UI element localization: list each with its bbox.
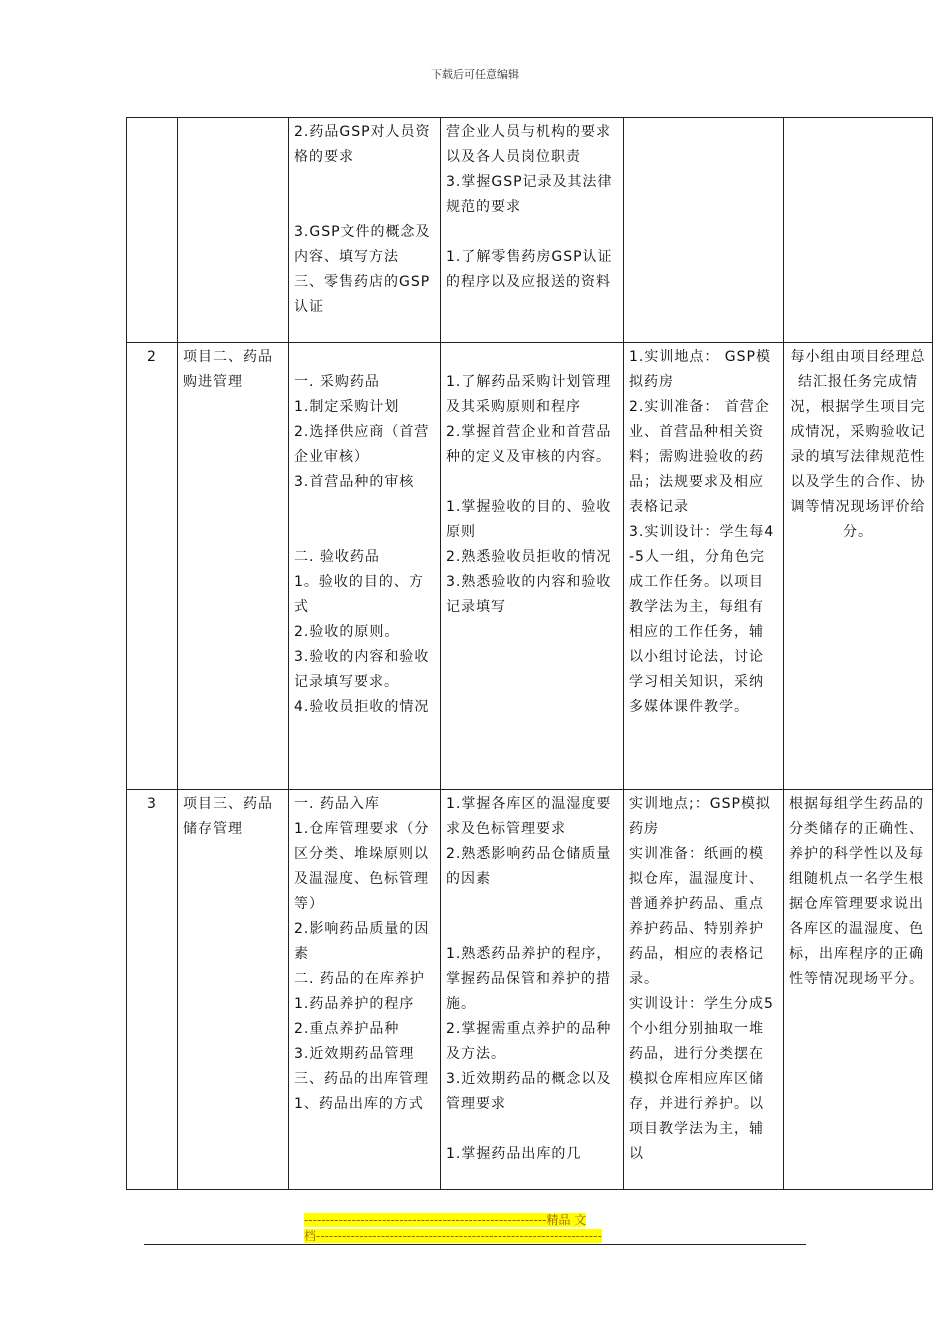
content-line: 2.药品GSP对人员资格的要求: [294, 124, 431, 165]
goal-line: 1.熟悉药品养护的程序，掌握药品保管和养护的措施。: [446, 946, 612, 1012]
goal-line: 2.熟悉验收员拒收的情况: [446, 549, 612, 565]
content-line: [294, 520, 435, 545]
training-cell: [624, 118, 784, 343]
content-line: [294, 170, 435, 195]
content-line: 3.首营品种的审核: [294, 474, 415, 490]
goal-line: 3.掌握GSP记录及其法律规范的要求: [446, 174, 613, 215]
content-cell: [289, 343, 441, 790]
content-line: 二. 药品的在库养护: [294, 971, 425, 987]
table-row: [127, 118, 933, 343]
content-line: 2.验收的原则。: [294, 624, 400, 640]
content-line: 4.验收员拒收的情况: [294, 699, 430, 715]
content-line: [294, 195, 435, 220]
content-line: 2.影响药品质量的因素: [294, 921, 430, 962]
content-line: 1、药品出库的方式: [294, 1096, 424, 1112]
row-number-cell: 3: [127, 790, 178, 1190]
table-row: [127, 343, 933, 790]
goal-line: [446, 345, 618, 370]
goal-line: 营企业人员与机构的要求以及各人员岗位职责: [446, 124, 611, 165]
goal-line: [446, 917, 618, 942]
content-line: 3.近效期药品管理: [294, 1046, 415, 1062]
goal-line: 1.掌握药品出库的几: [446, 1146, 582, 1162]
goal-line: [446, 892, 618, 917]
content-line: [294, 345, 435, 370]
content-cell: [289, 790, 441, 1190]
content-line: 1.药品养护的程序: [294, 996, 415, 1012]
footer-divider: [144, 1244, 806, 1245]
project-cell: [178, 118, 289, 343]
training-line: 实训地点;：GSP模拟药房: [629, 796, 771, 837]
content-line: [294, 495, 435, 520]
content-line: 3.验收的内容和验收记录填写要求。: [294, 649, 430, 690]
goal-line: 3.熟悉验收的内容和验收记录填写: [446, 574, 612, 615]
training-cell: [624, 790, 784, 1190]
footer-line: --------------------------------------------------------精品 文: [304, 1213, 587, 1227]
content-line: 二. 验收药品: [294, 549, 380, 565]
row-number-cell: [127, 118, 178, 343]
content-line: 一. 采购药品: [294, 374, 380, 390]
training-line: 实训准备：纸画的模拟仓库，温湿度计、普通养护药品、重点养护药品、特别养护药品，相应的表格记录。: [629, 846, 764, 987]
footer-watermark: [304, 1212, 648, 1244]
content-cell: [289, 118, 441, 343]
goal-line: 1.掌握各库区的温湿度要求及色标管理要求: [446, 796, 612, 837]
content-line: 1。验收的目的、方式: [294, 574, 424, 615]
goal-line: 2.掌握首营企业和首营品种的定义及审核的内容。: [446, 424, 612, 465]
goal-line: 1.了解药品采购计划管理及其采购原则和程序: [446, 374, 612, 415]
content-line: 1.制定采购计划: [294, 399, 400, 415]
content-line: 三、药品的出库管理: [294, 1071, 429, 1087]
goals-cell: [441, 343, 624, 790]
project-cell: 项目二、药品购进管理: [178, 343, 289, 790]
goals-cell: [441, 118, 624, 343]
content-line: 2.重点养护品种: [294, 1021, 400, 1037]
evaluation-cell: 每小组由项目经理总结汇报任务完成情况，根据学生项目完成情况，采购验收记录的填写法律规范性以及学生的合作、协调等情况现场评价给分。: [784, 343, 933, 790]
goal-line: 2.掌握需重点养护的品种及方法。: [446, 1021, 612, 1062]
goal-line: 2.熟悉影响药品仓储质量的因素: [446, 846, 612, 887]
table-row: [127, 790, 933, 1190]
training-line: 实训设计：学生分成5个小组分别抽取一堆药品，进行分类摆在模拟仓库相应库区储存，并进行养护。以项目教学法为主，辅以: [629, 996, 774, 1162]
goal-line: [446, 1117, 618, 1142]
content-line: 3.GSP文件的概念及内容、填写方法: [294, 224, 431, 265]
project-cell: 项目三、药品储存管理: [178, 790, 289, 1190]
training-line: 2.实训准备： 首营企业、首营品种相关资料；需购进验收的药品；法规要求及相应表格记录: [629, 399, 770, 515]
content-line: 2.选择供应商（首营企业审核）: [294, 424, 430, 465]
goal-line: 1.了解零售药房GSP认证的程序以及应报送的资料: [446, 249, 613, 290]
training-line: [629, 120, 778, 145]
content-line: 三、零售药店的GSP认证: [294, 274, 431, 315]
goal-line: 1.掌握验收的目的、验收原则: [446, 499, 612, 540]
goal-line: [446, 220, 618, 245]
training-cell: [624, 343, 784, 790]
footer-line: 档------------------------------------------------------------------: [304, 1229, 602, 1243]
training-line: 1.实训地点： GSP模拟药房: [629, 349, 771, 390]
content-line: 1.仓库管理要求（分区分类、堆垛原则以及温湿度、色标管理等）: [294, 821, 430, 912]
goal-line: [446, 470, 618, 495]
row-number-cell: 2: [127, 343, 178, 790]
goal-line: 3.近效期药品的概念以及管理要求: [446, 1071, 612, 1112]
page-header: 下载后可任意编辑: [431, 68, 519, 81]
goals-cell: [441, 790, 624, 1190]
evaluation-cell: [784, 118, 933, 343]
training-line: 3.实训设计：学生每4-5人一组，分角色完成工作任务。以项目教学法为主，每组有相应的工作任务，辅以小组讨论法，讨论学习相关知识，采纳多媒体课件教学。: [629, 524, 775, 715]
content-line: 一. 药品入库: [294, 796, 380, 812]
evaluation-cell: 根据每组学生药品的分类储存的正确性、养护的科学性以及每组随机点一名学生根据仓库管理要求说出各库区的温湿度、色标，出库程序的正确性等情况现场平分。: [784, 790, 933, 1190]
syllabus-table: [126, 117, 933, 1190]
